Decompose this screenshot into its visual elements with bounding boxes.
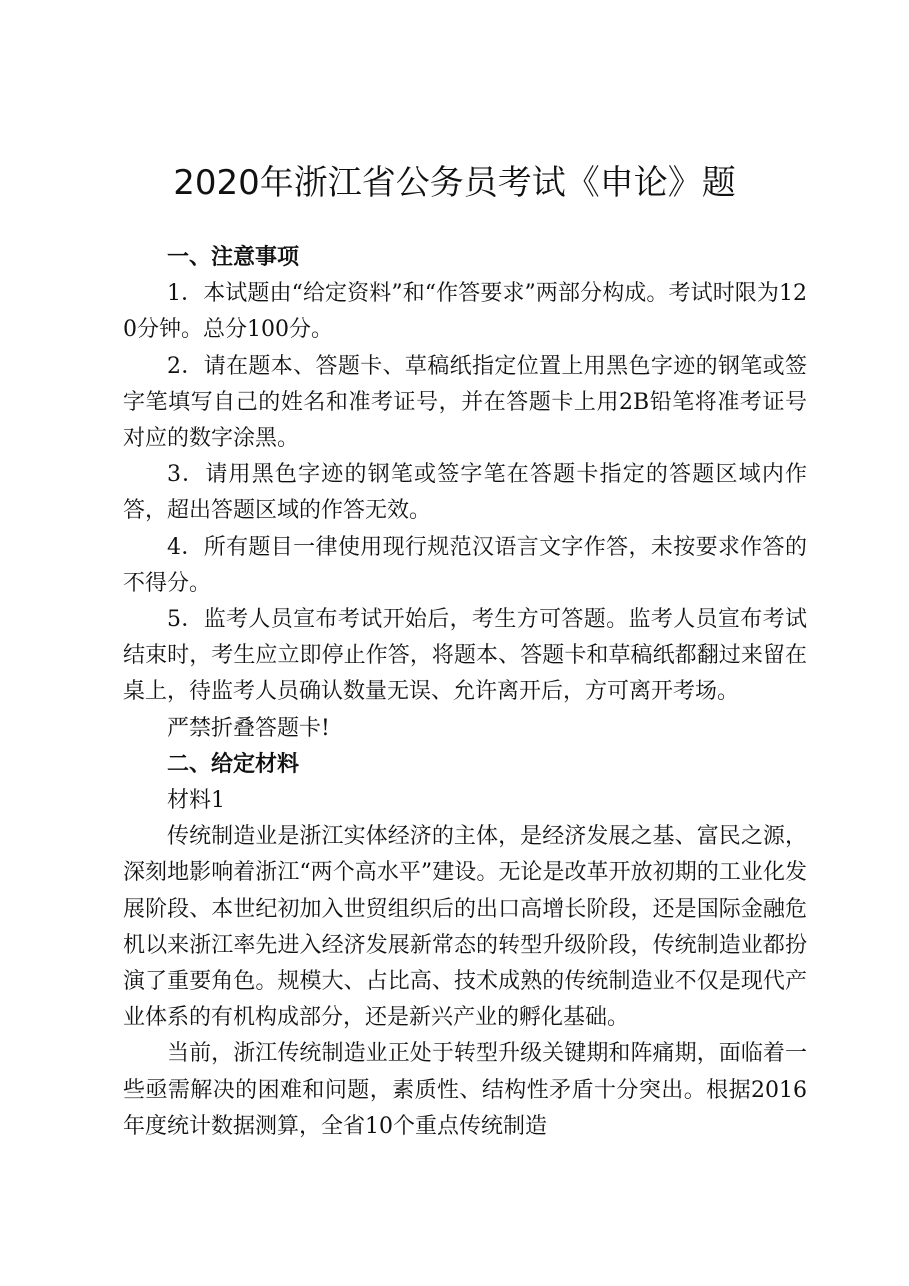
material-paragraph-2: 当前，浙江传统制造业正处于转型升级关键期和阵痛期，面临着一些亟需解决的困难和问题，素质性、结构性矛盾十分突出。根据2016年度统计数据测算，全省10个重点传统制造 — [123, 1041, 807, 1139]
note-item-2: 2．请在题本、答题卡、草稿纸指定位置上用黑色字迹的钢笔或签字笔填写自己的姓名和准考证号，并在答题卡上用2B铅笔将准考证号对应的数字涂黑。 — [123, 353, 807, 452]
section-heading-materials: 二、给定材料 — [167, 751, 300, 777]
page-title: 2020年浙江省公务员考试《申论》题 — [173, 163, 736, 203]
note-item-3: 3．请用黑色字迹的钢笔或签字笔在答题卡指定的答题区域内作答，超出答题区域的作答无效。 — [123, 462, 807, 524]
section-heading-notes: 一、注意事项 — [167, 245, 300, 270]
warning-text: 严禁折叠答题卡! — [167, 715, 330, 741]
material-label: 材料1 — [167, 788, 225, 814]
document-body — [123, 240, 807, 1145]
note-item-1: 1．本试题由“给定资料”和“作答要求”两部分构成。考试时限为120分钟。总分100分。 — [123, 281, 807, 343]
note-item-5: 5．监考人员宣布考试开始后，考生方可答题。监考人员宣布考试结束时，考生应立即停止作答，将题本、答题卡和草稿纸都翻过来留在桌上，待监考人员确认数量无误、允许离开后，方可离开考场。 — [123, 607, 807, 705]
material-paragraph-1: 传统制造业是浙江实体经济的主体，是经济发展之基、富民之源，深刻地影响着浙江“两个高水平”建设。无论是改革开放初期的工业化发展阶段、本世纪初加入世贸组织后的出口高增长阶段，还是国际金融危机以来浙江率先进入经济发展新常态的转型升级阶段，传统制造业都扮演了重要角色。规模大、占比高、技术成熟的传统制造业不仅是现代产业体系的有机构成部分，还是新兴产业的孵化基础。 — [123, 824, 807, 1031]
note-item-4: 4．所有题目一律使用现行规范汉语言文字作答，未按要求作答的不得分。 — [123, 534, 807, 596]
